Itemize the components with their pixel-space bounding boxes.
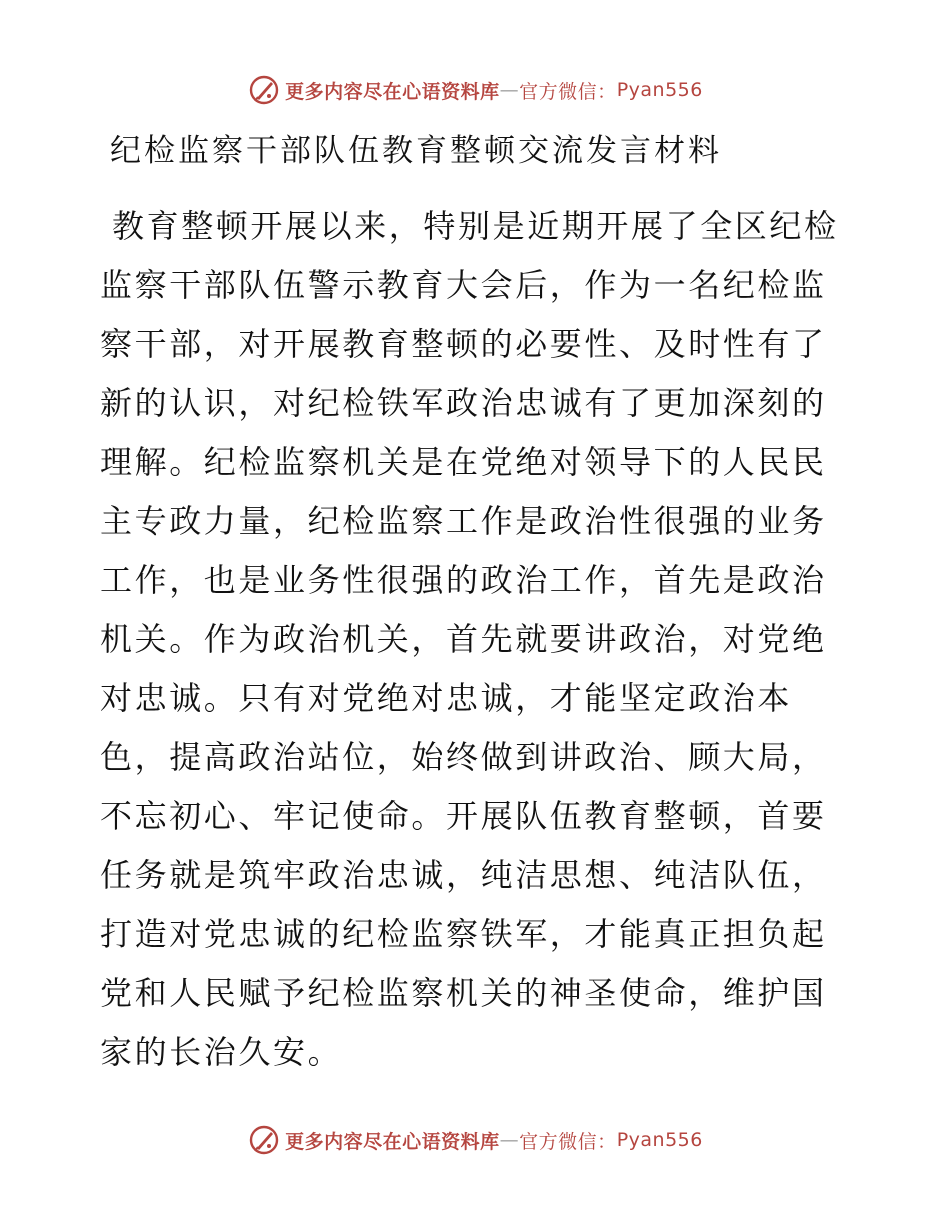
banner-separator: —	[499, 79, 520, 101]
banner-contact-id: Pyan556	[616, 79, 703, 101]
banner-contact-label: 官方微信：	[519, 80, 617, 103]
quill-pen-logo-icon	[247, 1123, 281, 1157]
document-title: 纪检监察干部队伍教育整顿交流发言材料	[110, 133, 722, 169]
banner-brand-text: 更多内容尽在心语资料库	[285, 80, 500, 103]
banner-separator: —	[499, 1129, 520, 1151]
banner-contact-label: 官方微信：	[519, 1130, 617, 1153]
footer-watermark-banner	[0, 1120, 950, 1160]
banner-contact-id: Pyan556	[616, 1129, 703, 1151]
header-watermark-banner	[0, 70, 950, 110]
document-body-paragraph: 教育整顿开展以来，特别是近期开展了全区纪检监察干部队伍警示教育大会后，作为一名纪检监察干部，对开展教育整顿的必要性、及时性有了新的认识，对纪检铁军政治忠诚有了更加深刻的理解。纪检监察机关是在党绝对领导下的人民民主专政力量，纪检监察工作是政治性很强的业务工作，也是业务性很强的政治工作，首先是政治机关。作为政治机关，首先就要讲政治，对党绝对忠诚。只有对党绝对忠诚，才能坚定政治本色，提高政治站位，始终做到讲政治、顾大局，不忘初心、牢记使命。开展队伍教育整顿，首要任务就是筑牢政治忠诚，纯洁思想、纯洁队伍，打造对党忠诚的纪检监察铁军，才能真正担负起党和人民赋予纪检监察机关的神圣使命，维护国家的长治久安。	[100, 207, 839, 1071]
quill-pen-logo-icon	[247, 73, 281, 107]
banner-brand-text: 更多内容尽在心语资料库	[285, 1130, 500, 1153]
